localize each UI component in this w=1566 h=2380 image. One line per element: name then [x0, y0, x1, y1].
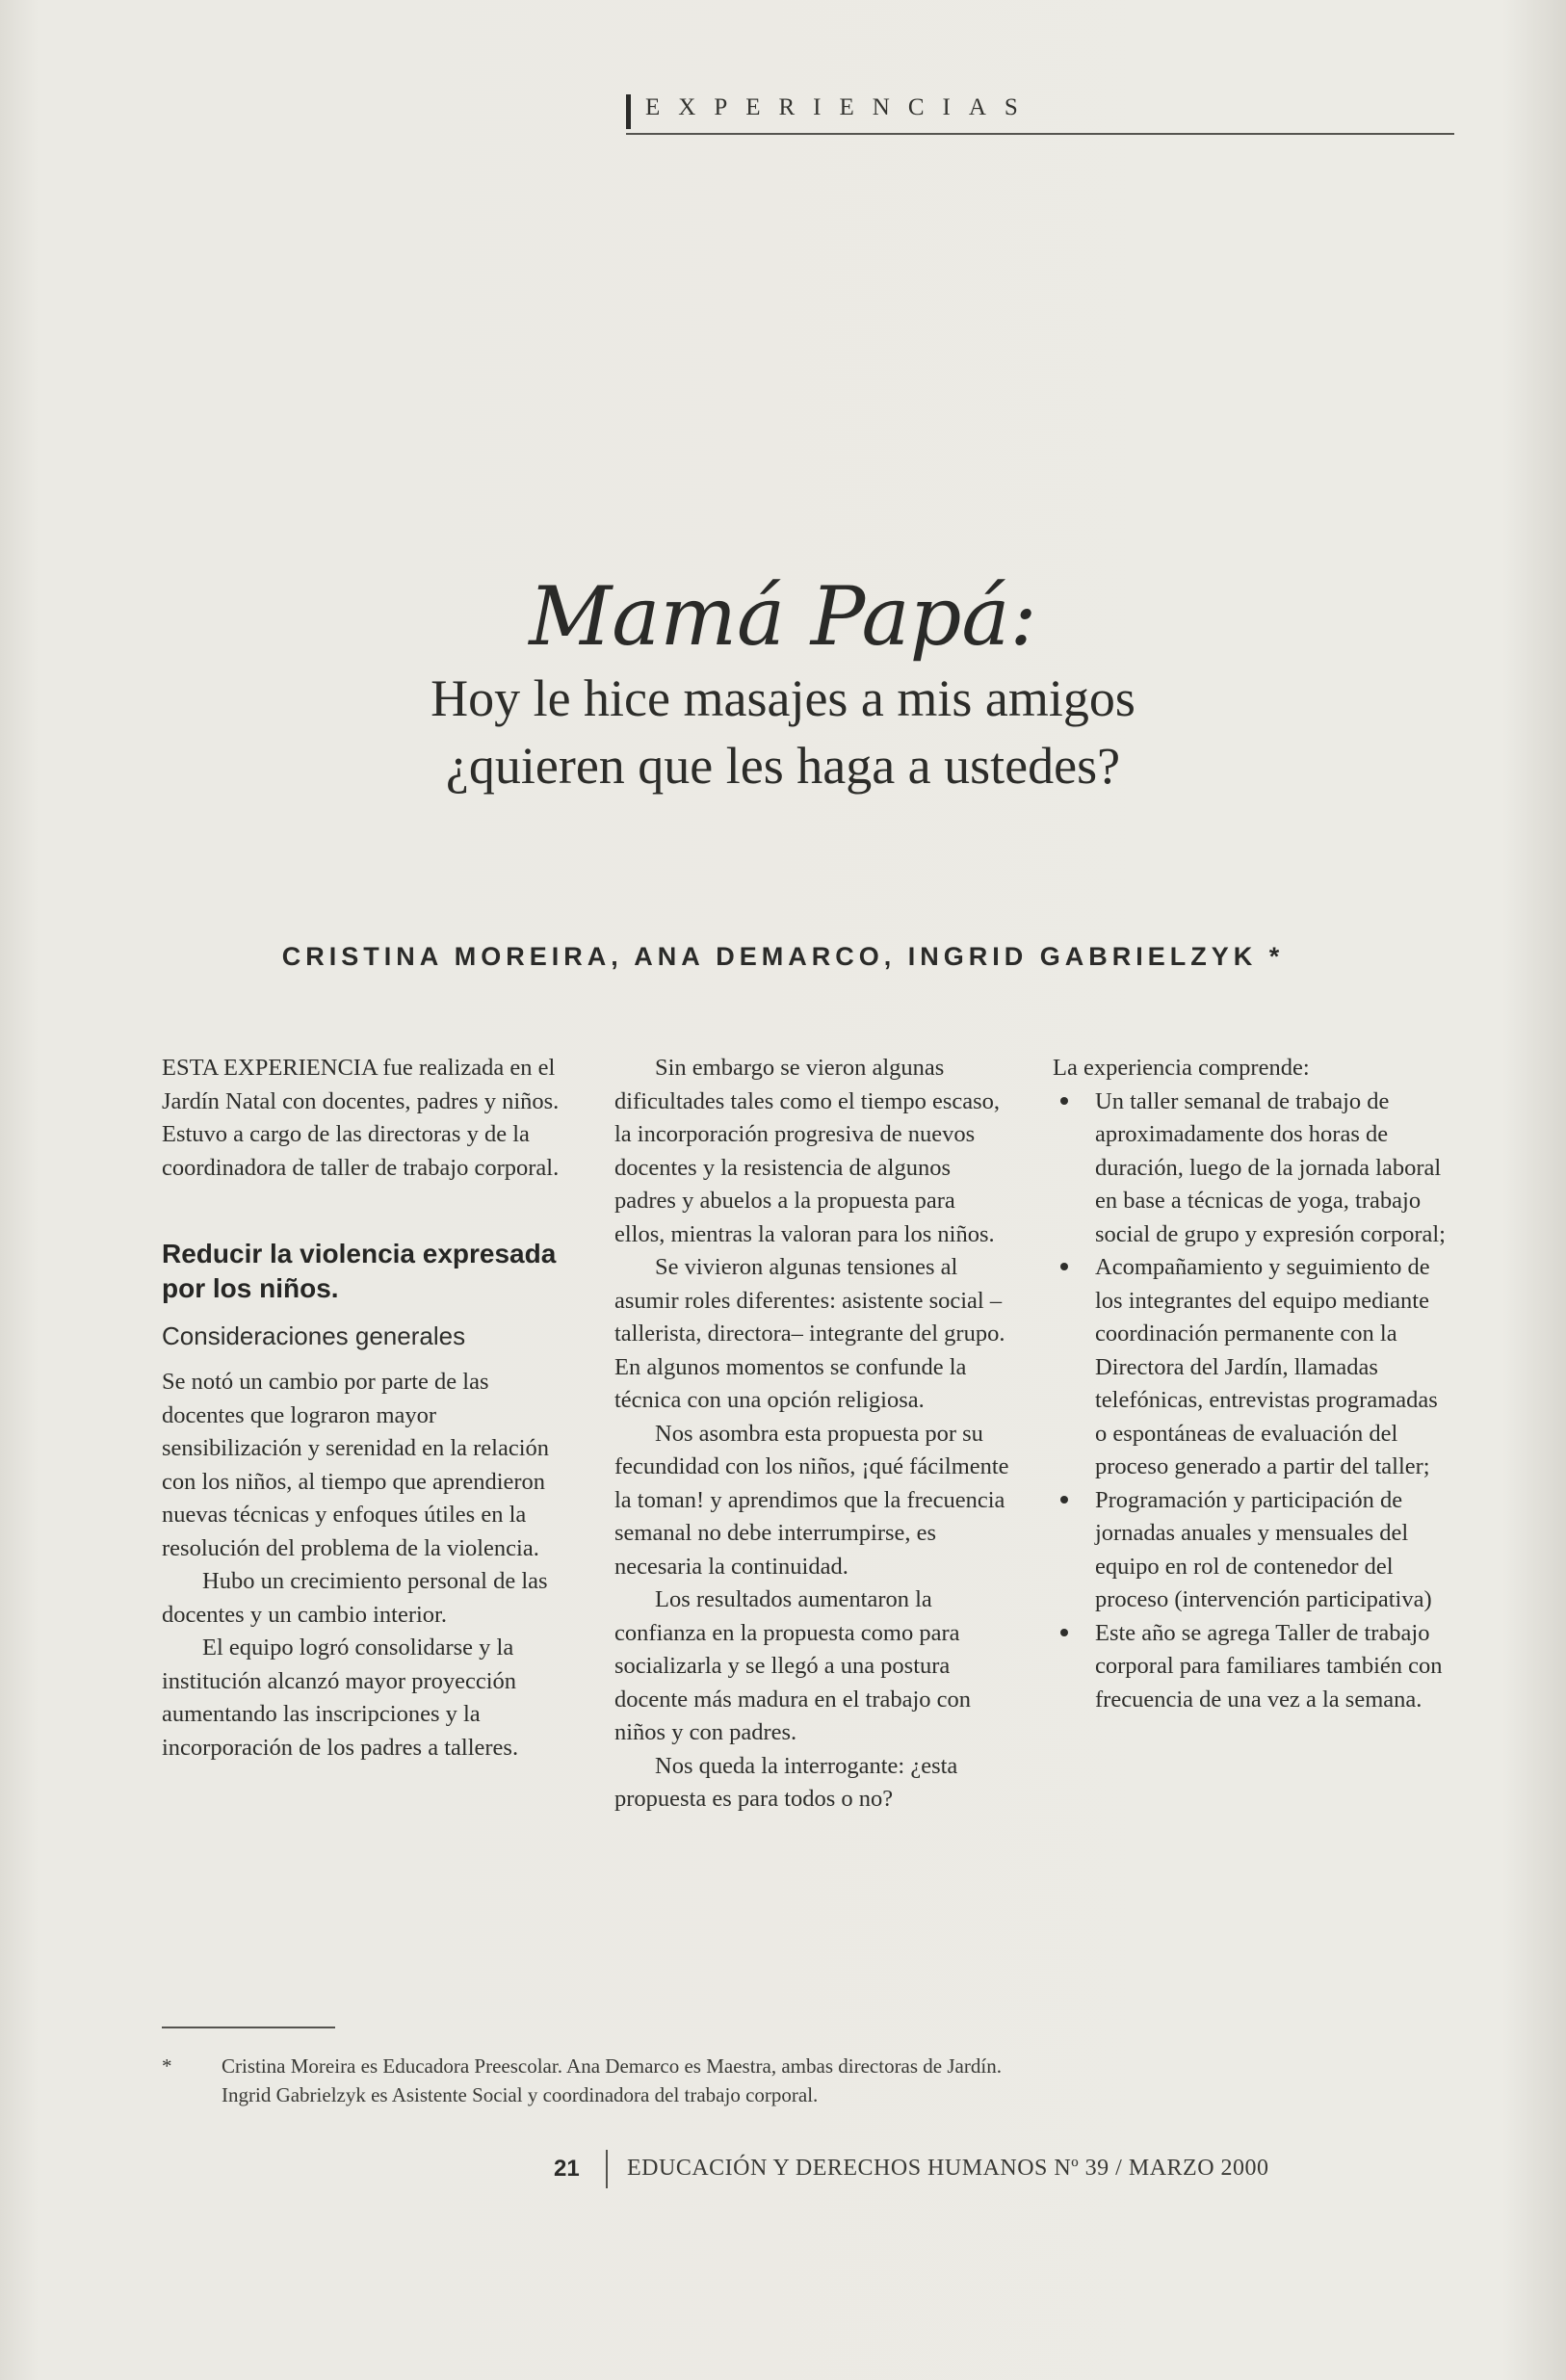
- column-2: [614, 1052, 1011, 1817]
- article-subtitle-line-2: ¿quieren que les haga a ustedes?: [445, 737, 1121, 795]
- footnote-line: Ingrid Gabrielzyk es Asistente Social y coordinadora del trabajo corporal.: [222, 2083, 819, 2106]
- body-paragraph: Sin embargo se vieron algunas dificultades tales como el tiempo escaso, la incorporación progresiva de nuevos docentes y la resistencia de algunos padres y abuelos a la propuesta para ellos, mientras la valoran para los niños.: [614, 1055, 1001, 1247]
- section-subheading: Consideraciones generales: [162, 1321, 466, 1350]
- body-paragraph: Se vivieron algunas tensiones al asumir roles diferentes: asistente social –tallerista, directora– integrante del grupo. En algunos momentos se confunde la técnica con una opción religiosa.: [614, 1254, 1005, 1413]
- list-item: [1053, 1085, 1452, 1252]
- column-3: [1053, 1052, 1452, 1716]
- section-heading: Reducir la violencia expresada por los niños.: [162, 1239, 557, 1303]
- section-label: EXPERIENCIAS: [645, 94, 1036, 120]
- list-item-text: Este año se agrega Taller de trabajo corporal para familiares también con frecuencia de una vez a la semana.: [1095, 1619, 1443, 1713]
- bullet-icon: [1060, 1097, 1068, 1105]
- bullet-icon: [1060, 1496, 1068, 1504]
- page-number: 21: [554, 2156, 580, 2182]
- footnote-rule: [162, 2027, 335, 2028]
- journal-name: EDUCACIÓN Y DERECHOS HUMANOS Nº 39 / MARZO 2000: [627, 2156, 1269, 2181]
- title-block: [0, 568, 1566, 799]
- bullet-icon: [1060, 1629, 1068, 1636]
- body-paragraph: Los resultados aumentaron la confianza en la propuesta como para socializarla y se llegó a una postura docente más madura en el trabajo con niños y con padres.: [614, 1586, 972, 1745]
- body-paragraph: El equipo logró consolidarse y la institución alcanzó mayor proyección aumentando las inscripciones y la incorporación de los padres a talleres.: [162, 1635, 519, 1761]
- body-paragraph: Nos queda la interrogante: ¿esta propuesta es para todos o no?: [614, 1752, 958, 1812]
- list-item: [1053, 1617, 1452, 1717]
- section-header: [626, 89, 1454, 135]
- footnote: [162, 2052, 1414, 2109]
- experience-list: [1053, 1085, 1452, 1717]
- intro-paragraph: ESTA EXPERIENCIA fue realizada en el Jardín Natal con docentes, padres y niños. Estuvo a cargo de las directoras y de la coordinadora de taller de trabajo corporal.: [162, 1055, 560, 1181]
- list-item: [1053, 1484, 1452, 1617]
- footnote-marker: *: [162, 2054, 172, 2078]
- section-marker-bar: [626, 94, 631, 129]
- bullet-icon: [1060, 1263, 1068, 1270]
- list-item-text: Programación y participación de jornadas anuales y mensuales del equipo en rol de contenedor del proceso (intervención participativa): [1095, 1486, 1432, 1612]
- column-1: [162, 1052, 572, 1765]
- footnote-line: Cristina Moreira es Educadora Preescolar. Ana Demarco es Maestra, ambas directoras de Jardín.: [222, 2054, 1002, 2078]
- list-intro: La experiencia comprende:: [1053, 1055, 1310, 1081]
- footer-divider: [606, 2150, 608, 2188]
- body-paragraph: Nos asombra esta propuesta por su fecundidad con los niños, ¡qué fácilmente la toman! y aprendimos que la frecuencia semanal no debe interrumpirse, es necesaria la continuidad.: [614, 1420, 1009, 1580]
- article-title: Mamá Papá:: [529, 569, 1037, 664]
- body-paragraph: Se notó un cambio por parte de las docentes que lograron mayor sensibilización y serenidad en la relación con los niños, al tiempo que aprendieron nuevas técnicas y enfoques útiles en la resolución del problema de la violencia.: [162, 1369, 550, 1561]
- list-item-text: Un taller semanal de trabajo de aproximadamente dos horas de duración, luego de la jornada laboral en base a técnicas de yoga, trabajo social de grupo y expresión corporal;: [1095, 1087, 1446, 1247]
- list-item: [1053, 1251, 1452, 1484]
- body-paragraph: Hubo un crecimiento personal de las docentes y un cambio interior.: [162, 1568, 548, 1628]
- list-item-text: Acompañamiento y seguimiento de los integrantes del equipo mediante coordinación permanente con la Directora del Jardín, llamadas telefónicas, entrevistas programadas o espontáneas de evaluación del proceso generado a partir del taller;: [1095, 1254, 1438, 1479]
- article-subtitle-line-1: Hoy le hice masajes a mis amigos: [431, 669, 1135, 727]
- authors-byline: CRISTINA MOREIRA, ANA DEMARCO, INGRID GABRIELZYK *: [281, 942, 1285, 971]
